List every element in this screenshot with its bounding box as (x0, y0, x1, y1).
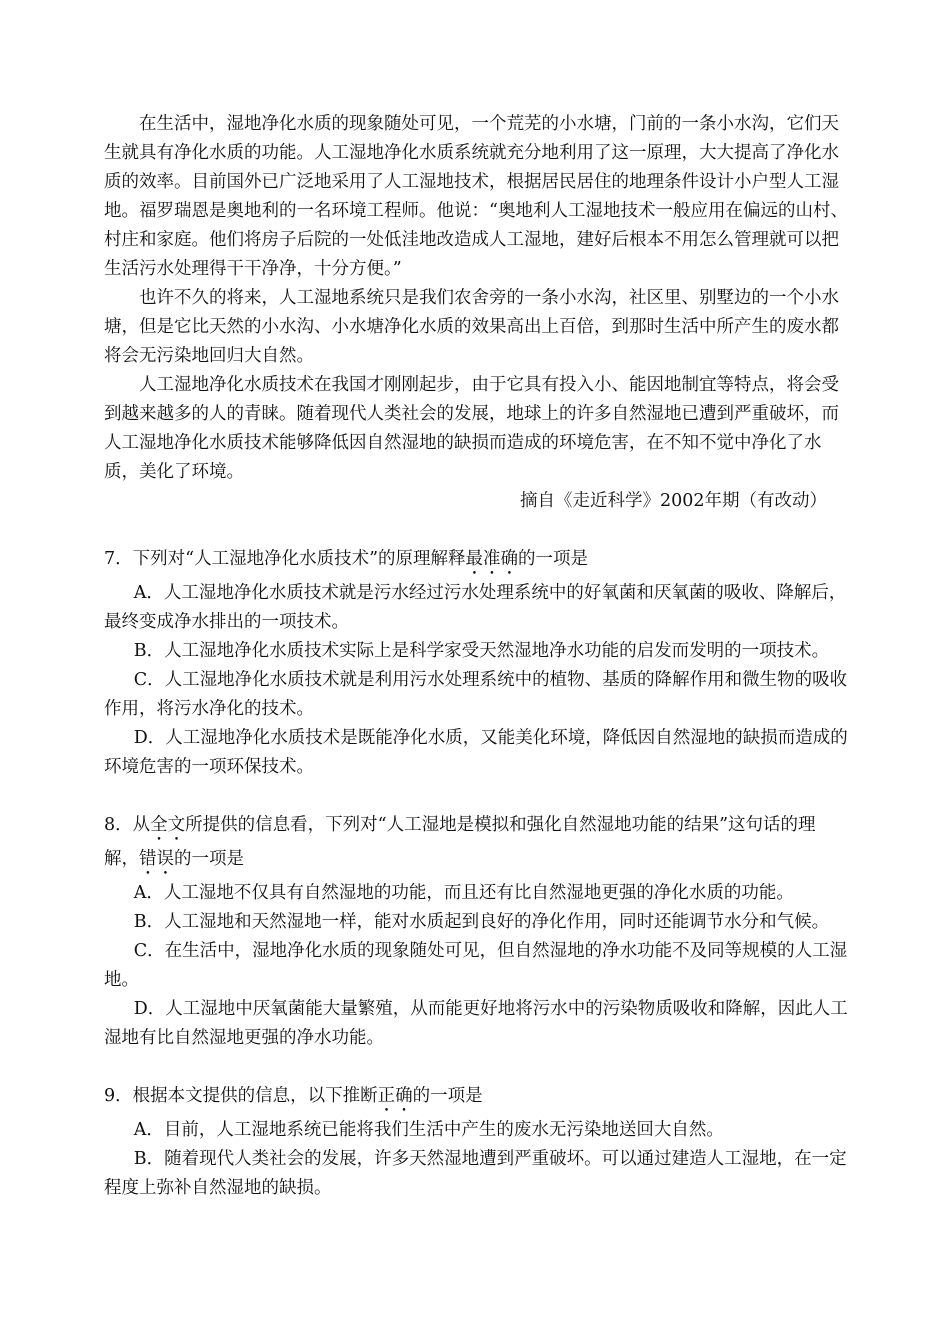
option-b: B．人工湿地和天然湿地一样，能对水质起到良好的净化作用，同时还能调节水分和气候。 (133, 912, 830, 932)
question-stem (104, 811, 849, 879)
stem-emphasis: 全文 (150, 815, 186, 835)
stem-text: 的一项是 (174, 849, 244, 869)
passage-paragraph-3: 人工湿地净化水质技术在我国才刚刚起步，由于它具有投入小、能因地制宜等特点，将会受到越来越多的人的青睐。随着现代人类社会的发展，地球上的许多自然湿地已遭到严重破坏，而人工湿地净化水质技术能够降低因自然湿地的缺损而造成的环境危害，在不知不觉中净化了水质，美化了环境。 (104, 375, 839, 482)
question-8 (104, 811, 849, 1053)
stem-text: 7．下列对“人工湿地净化水质技术”的原理解释 (104, 549, 466, 569)
option-a: A．目前，人工湿地系统已能将我们生活中产生的废水无污染地送回大自然。 (133, 1120, 724, 1140)
stem-emphasis: 正确 (377, 1086, 413, 1106)
option-d: D．人工湿地中厌氧菌能大量繁殖，从而能更好地将污水中的污染物质吸收和降解，因此人工湿地有比自然湿地更强的净水功能。 (104, 999, 848, 1048)
option-b: B．随着现代人类社会的发展，许多天然湿地遭到严重破坏。可以通过建造人工湿地，在一定程度上弥补自然湿地的缺损。 (104, 1149, 847, 1198)
question-stem (104, 545, 849, 579)
option-c: C．在生活中，湿地净化水质的现象随处可见，但自然湿地的净水功能不及同等规模的人工湿地。 (104, 941, 848, 990)
question-stem (104, 1082, 849, 1116)
passage-paragraph-2: 也许不久的将来，人工湿地系统只是我们农舍旁的一条小水沟，社区里、别墅边的一个小水塘，但是它比天然的小水沟、小水塘净化水质的效果高出上百倍，到那时生活中所产生的废水都将会无污染地回归大自然。 (104, 288, 839, 366)
stem-text: 所提供的信息看，下列对“人工湿地是模拟和强化自然湿地功能的结果”这句话的理解， (104, 815, 816, 869)
stem-text: 的一项是 (412, 1086, 483, 1106)
option-b: B．人工湿地净化水质技术实际上是科学家受天然湿地净水功能的启发而发明的一项技术。 (133, 641, 830, 661)
stem-emphasis: 错误 (139, 849, 174, 869)
passage-paragraph-1: 在生活中，湿地净化水质的现象随处可见，一个荒芜的小水塘，门前的一条小水沟，它们天生就具有净化水质的功能。人工湿地净化水质系统就充分地利用了这一原理，大大提高了净化水质的效率。目前国外已广泛地采用了人工湿地技术，根据居民居住的地理条件设计小户型人工湿地。福罗瑞恩是奥地利的一名环境工程师。他说：“奥地利人工湿地技术一般应用在偏远的山村、村庄和家庭。他们将房子后院的一处低洼地改造成人工湿地，建好后根本不用怎么管理就可以把生活污水处理得干干净净，十分方便。” (104, 114, 848, 279)
question-9 (104, 1082, 849, 1203)
stem-text: 9．根据本文提供的信息，以下推断 (104, 1086, 378, 1106)
passage-source: 摘自《走近科学》2002年期（有改动） (519, 491, 827, 511)
option-c: C．人工湿地净化水质技术就是利用污水处理系统中的植物、基质的降解作用和微生物的吸收作用，将污水净化的技术。 (104, 670, 848, 719)
exam-page (104, 110, 849, 1203)
stem-text: 8．从 (104, 815, 151, 835)
option-a: A．人工湿地不仅具有自然湿地的功能，而且还有比自然湿地更强的净化水质的功能。 (133, 883, 794, 903)
option-d: D．人工湿地净化水质技术是既能净化水质，又能美化环境，降低因自然湿地的缺损而造成的环境危害的一项环保技术。 (104, 728, 848, 777)
option-a: A．人工湿地净化水质技术就是污水经过污水处理系统中的好氧菌和厌氧菌的吸收、降解后，最终变成净水排出的一项技术。 (104, 583, 847, 632)
stem-emphasis: 最准确 (465, 549, 519, 569)
question-7 (104, 545, 849, 782)
stem-text: 的一项是 (518, 549, 589, 569)
